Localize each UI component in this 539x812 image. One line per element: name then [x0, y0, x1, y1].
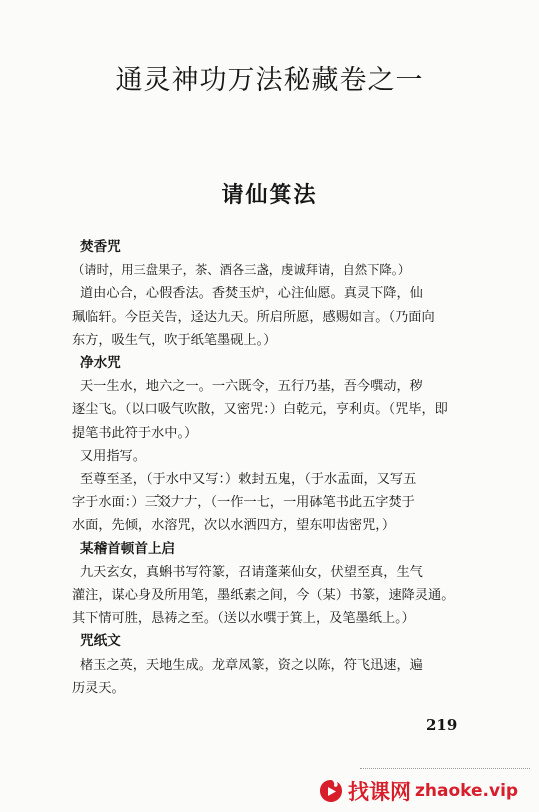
- text-line: 九天玄女，真蝌书写符篆，召请蓬莱仙女，伏望至真，生气: [80, 564, 423, 580]
- text-line: （请时，用三盘果子，茶、酒各三盏，虔诚拜请，自然下降。）: [72, 263, 411, 278]
- text-line: 天一生水，地六之一。一六既令，五行乃基，吾今噀动，秽: [80, 379, 423, 395]
- text-line: 东方，吸生气，吹于纸笔墨砚上。）: [72, 332, 277, 348]
- text-line: 历灵天。: [72, 680, 125, 696]
- book-title: 通灵神功万法秘藏卷之一: [115, 65, 424, 96]
- text-line: 其下情可胜，恳祷之至。（送以水噀于箕上，及笔墨纸上。）: [72, 611, 415, 627]
- text-line: 道由心合，心假香法。香焚玉炉，心注仙愿。真灵下降，仙: [80, 286, 423, 302]
- scan-dotted-line: [360, 768, 530, 771]
- text-line: 提笔书此符于水中。）: [72, 425, 198, 441]
- text-line: 又用指写。: [80, 448, 146, 464]
- text-line: 珮临轩。今臣关告，迳达九天。所启所愿，感赐如言。（乃面向: [72, 309, 435, 325]
- body-text: [72, 236, 500, 700]
- text-line: 灌注，谋心身及所用笔，墨纸素之间，今（某）书篆，速降灵通。: [72, 588, 455, 604]
- page-number: 219: [426, 716, 458, 734]
- subheading: 某稽首顿首上启: [80, 540, 176, 557]
- text-line: 至尊至圣，（于水中又写：）敕封五鬼，（于水盂面，又写五: [80, 472, 417, 488]
- watermark-site-name: 找课网: [348, 780, 411, 804]
- watermark: [318, 776, 518, 806]
- subheading: 净水咒: [80, 355, 121, 372]
- text-line: 字于水面：）三ꜙ㸚𠂇𠂇，（一作一七，一用砵笔书此五字焚于: [72, 495, 415, 511]
- subheading: 焚香咒: [80, 239, 121, 255]
- section-title: 请仙箕法: [221, 182, 318, 208]
- subheading: 咒纸文: [80, 633, 121, 650]
- text-line: 逐尘飞。（以口吸气吹散，又密咒：）白乾元，亨利贞。（咒毕，即: [72, 402, 448, 418]
- text-line: 楮玉之英，天地生成。龙章凤篆，资之以陈，符飞迅速，遍: [80, 657, 423, 673]
- text-line: 水面，先倾，水溶咒，次以水洒四方，望东叩齿密咒，）: [72, 518, 396, 534]
- watermark-url: zhaoke.vip: [415, 781, 519, 801]
- play-icon: [318, 778, 344, 804]
